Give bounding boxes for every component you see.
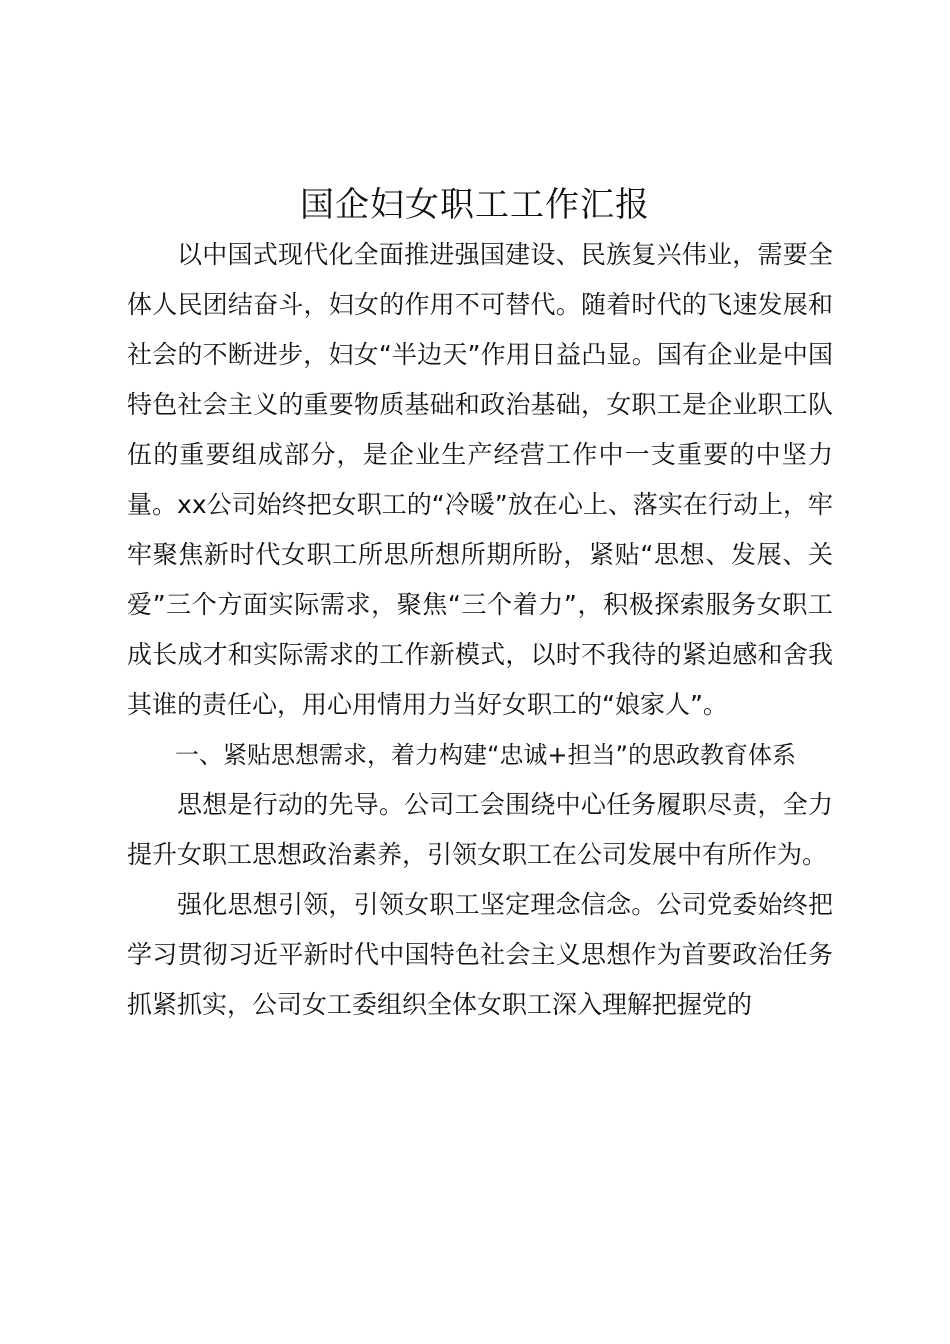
document-body [127,230,833,1030]
section-heading-1: 一、紧贴思想需求，着力构建“忠诚+担当”的思政教育体系 [175,741,796,769]
body-paragraph: 强化思想引领，引领女职工坚定理念信念。公司党委始终把学习贯彻习近平新时代中国特色社会主义思想作为首要政治任务抓紧抓实，公司女工委组织全体女职工深入理解把握党的 [127,890,833,1019]
intro-paragraph: 以中国式现代化全面推进强国建设、民族复兴伟业，需要全体人民团结奋斗，妇女的作用不可替代。随着时代的飞速发展和社会的不断进步，妇女“半边天”作用日益凸显。国有企业是中国特色社会主义的重要物质基础和政治基础，女职工是企业职工队伍的重要组成部分，是企业生产经营工作中一支重要的中坚力量。xx公司始终把女职工的“冷暖”放在心上、落实在行动上，牢牢聚焦新时代女职工所思所想所期所盼，紧贴“思想、发展、关爱”三个方面实际需求，聚焦“三个着力”，积极探索服务女职工成长成才和实际需求的工作新模式，以时不我待的紧迫感和舍我其谁的责任心，用心用情用力当好女职工的“娘家人”。 [127,240,833,719]
body-paragraph: 思想是行动的先导。公司工会围绕中心任务履职尽责，全力提升女职工思想政治素养，引领女职工在公司发展中有所作为。 [127,790,833,869]
document-title: 国企妇女职工工作汇报 [300,185,650,225]
